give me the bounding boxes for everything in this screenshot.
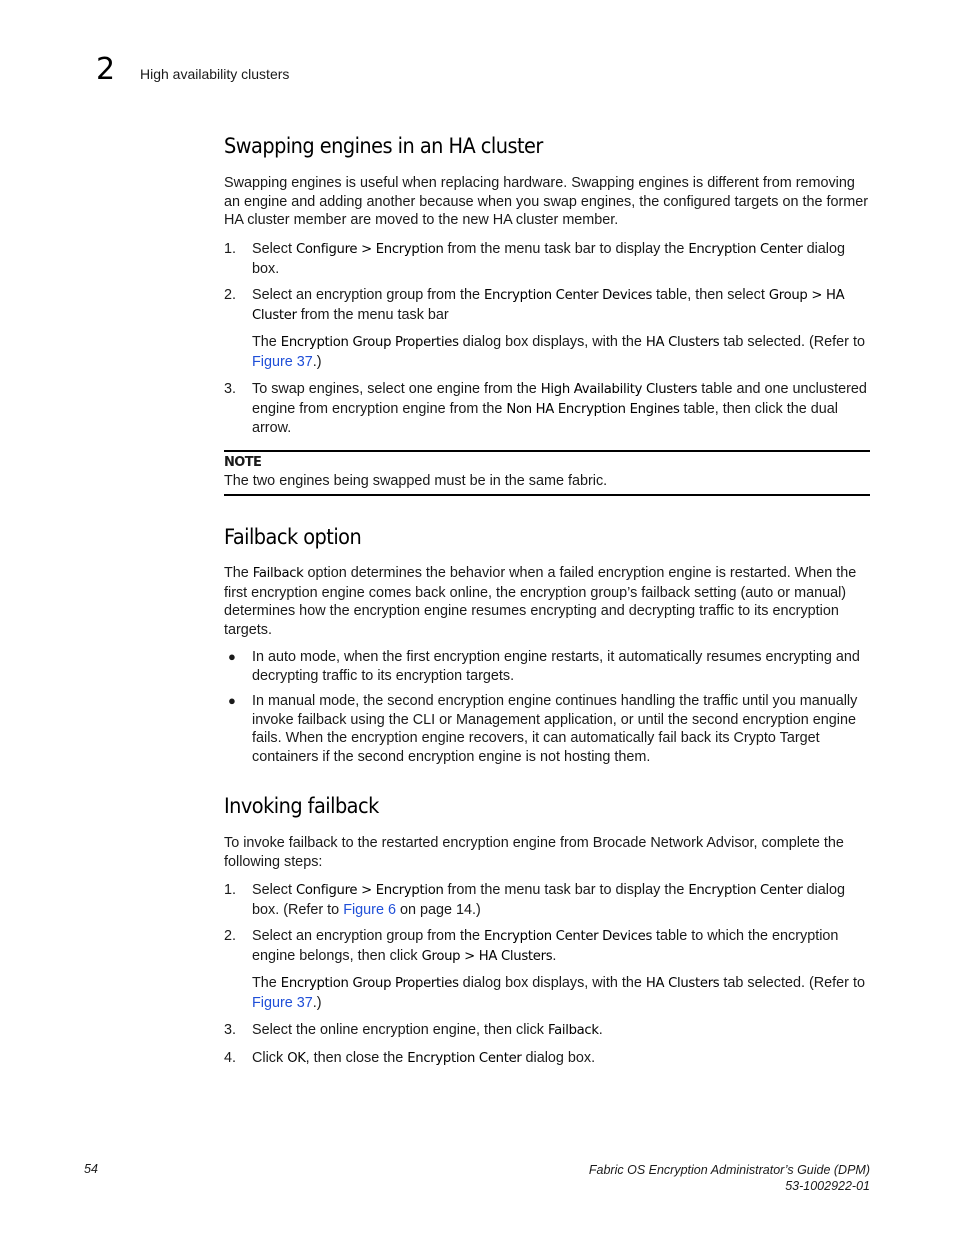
swapping-intro: Swapping engines is useful when replacing hardware. Swapping engines is different from removing an engine and adding another because when you swap engines, the configured targets on the former HA cluster member are moved to the new HA cluster member.	[224, 175, 869, 229]
text-run: table to which the encryption engine belongs, then click	[252, 928, 839, 964]
text-run: dialog box displays, with the	[458, 334, 646, 350]
ui-term: Encryption Center	[688, 242, 803, 257]
ui-term: Encryption Center	[407, 1051, 522, 1066]
section-heading-invoking: Invoking failback	[224, 794, 379, 819]
ui-term: HA Clusters	[645, 976, 720, 991]
note-box	[224, 450, 870, 496]
step-number: 3.	[224, 381, 237, 397]
ui-term: High Availability Clusters	[540, 382, 698, 397]
ui-term: Failback	[252, 566, 304, 581]
text-run: option determines the behavior when a failed encryption engine is restarted. When the first encryption engine comes back online, the encryption group’s failback setting (auto or manual) determines how the encryption engine resumes encrypting and decrypting traffic to its encryption targets.	[224, 565, 857, 638]
bullet-icon: ●	[228, 693, 236, 708]
step-number: 3.	[224, 1022, 237, 1038]
invoking-step-2-detail	[252, 974, 870, 1012]
invoking-intro: To invoke failback to the restarted encryption engine from Brocade Network Advisor, complete the following steps:	[224, 835, 844, 870]
text-run: dialog box.	[252, 241, 846, 277]
text-run: Select an encryption group from the	[252, 928, 484, 944]
text-run: The	[224, 565, 253, 581]
text-run: .)	[312, 994, 322, 1011]
ui-term: Configure > Encryption	[296, 242, 444, 257]
step-text	[252, 380, 870, 438]
figure-link[interactable]: Figure 37	[252, 994, 313, 1011]
text-run: Click	[252, 1050, 288, 1066]
text-run: , then close the	[305, 1050, 408, 1066]
step-text	[252, 240, 870, 278]
failback-intro	[224, 564, 870, 639]
text-run: table and one unclustered engine from encryption engine from the	[252, 381, 867, 417]
step-text	[252, 881, 870, 919]
text-run: dialog box. (Refer to	[252, 882, 846, 918]
text-run: Select the online encryption engine, then click	[252, 1022, 548, 1038]
step-number: 1.	[224, 241, 237, 257]
ui-term: Encryption Center	[688, 883, 803, 898]
text-run: Select	[252, 241, 296, 257]
text-run: To swap engines, select one engine from the	[252, 381, 541, 397]
text-run: dialog box displays, with the	[458, 975, 646, 991]
ui-term: OK	[287, 1051, 306, 1066]
section-heading-swapping: Swapping engines in an HA cluster	[224, 134, 543, 159]
text-run: from the menu task bar to display the	[443, 882, 689, 898]
text-run: table, then select	[652, 287, 769, 303]
ui-term: Configure > Encryption	[296, 883, 444, 898]
text-run: .	[598, 1022, 603, 1038]
step-number: 4.	[224, 1050, 237, 1066]
text-run: Select an encryption group from the	[252, 287, 484, 303]
text-run: from the menu task bar	[296, 306, 449, 323]
text-run: Select	[252, 882, 296, 898]
step-text	[252, 1049, 870, 1069]
chapter-title: High availability clusters	[140, 66, 290, 82]
step-text	[252, 286, 870, 325]
text-run: The	[252, 975, 281, 991]
ui-term: Encryption Center Devices	[483, 929, 653, 944]
ui-term: Encryption Group Properties	[280, 335, 459, 350]
bullet-icon: ●	[228, 649, 236, 664]
ui-term: Non HA Encryption Engines	[506, 401, 680, 417]
page-number: 54	[84, 1162, 98, 1176]
note-label: NOTE	[224, 455, 262, 470]
figure-link[interactable]: Figure 37	[252, 353, 313, 370]
text-run: tab selected. (Refer to	[719, 975, 865, 991]
ui-term: Failback	[548, 1023, 599, 1038]
chapter-number: 2	[96, 52, 116, 87]
ui-term: Encryption Center Devices	[483, 288, 653, 303]
ui-term: Group > HA Clusters	[421, 948, 553, 964]
step-text	[252, 1021, 870, 1041]
step-number: 2.	[224, 287, 237, 303]
note-text: The two engines being swapped must be in the same fabric.	[224, 473, 608, 489]
bullet-text: In manual mode, the second encryption engine continues handling the traffic until you manually invoke failback using the CLI or Management application, or until the second encryption engine fails. When the encryption engine recovers, it can automatically fail back its Crypto Target containers if the second encryption engine is not hosting them.	[252, 693, 858, 765]
swapping-step-2-detail	[252, 333, 870, 371]
ui-term: Group > HA Cluster	[252, 288, 845, 323]
figure-link[interactable]: Figure 6	[343, 901, 396, 918]
step-number: 1.	[224, 882, 237, 898]
bullet-text: In auto mode, when the first encryption engine restarts, it automatically resumes encrypting and decrypting traffic to its encryption targets.	[252, 649, 860, 684]
ui-term: HA Clusters	[645, 335, 720, 350]
text-run: .	[552, 947, 557, 964]
step-number: 2.	[224, 928, 237, 944]
text-run: tab selected. (Refer to	[719, 334, 865, 350]
text-run: from the menu task bar to display the	[443, 241, 689, 257]
doc-title: Fabric OS Encryption Administrator’s Guide (DPM)	[588, 1163, 870, 1177]
text-run: on page 14.)	[395, 901, 481, 918]
text-run: table, then click the dual arrow.	[252, 400, 838, 437]
footer-doc-info	[589, 1162, 870, 1194]
text-run: dialog box.	[521, 1050, 596, 1066]
section-heading-failback: Failback option	[224, 525, 362, 550]
doc-number: 53-1002922-01	[785, 1179, 870, 1193]
ui-term: Encryption Group Properties	[280, 976, 459, 991]
text-run: .)	[312, 353, 322, 370]
text-run: The	[252, 334, 281, 350]
step-text	[252, 927, 870, 966]
